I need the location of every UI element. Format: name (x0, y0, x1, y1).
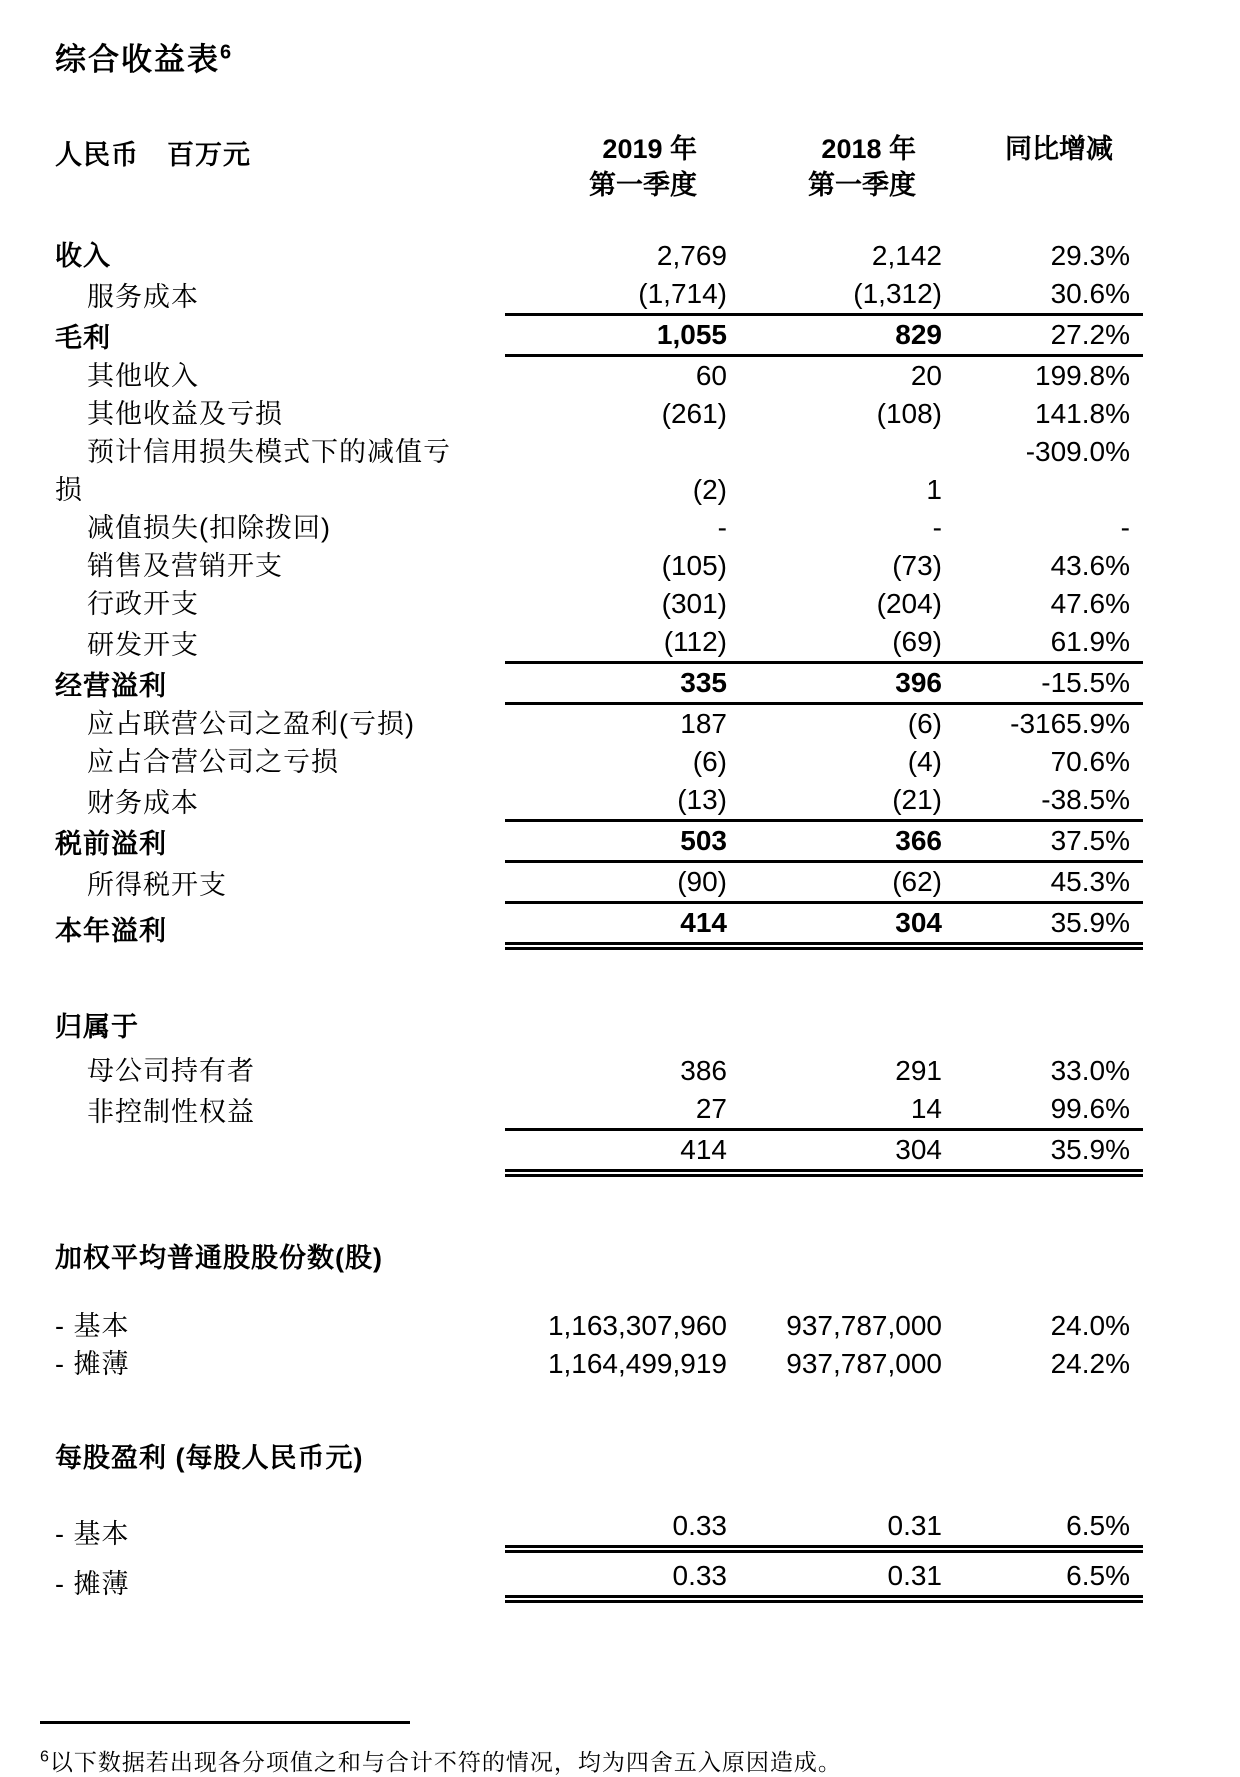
value-yoy: 33.0% (1050, 1055, 1130, 1086)
value-2018q1: 304 (895, 1134, 942, 1165)
value-2019q1: 0.33 (672, 1560, 727, 1591)
value-2018q1: 2,142 (871, 240, 942, 271)
column-header-yoy-label: 同比增减 (1005, 134, 1113, 164)
value-yoy: 61.9% (1050, 626, 1130, 657)
row-label: 应占联营公司之盈利(亏损) (87, 709, 415, 739)
value-2018q1: - (932, 512, 942, 543)
value-yoy: 43.6% (1050, 550, 1130, 581)
column-header-2019-year: 2019 年 (602, 134, 697, 164)
value-yoy: 47.6% (1050, 588, 1130, 619)
footnote-text: 以下数据若出现各分项值之和与合计不符的情况，均为四舍五入原因造成。 (49, 1749, 842, 1775)
row-values (505, 1131, 1143, 1177)
row-label: 经营溢利 (55, 671, 167, 701)
value-2018q1: 366 (895, 825, 942, 856)
value-2018q1: (73) (892, 550, 942, 581)
value-yoy: 141.8% (1035, 398, 1130, 429)
table-row (55, 357, 1143, 395)
value-2019q1: (112) (663, 626, 727, 657)
row-values (505, 357, 1143, 395)
row-values (505, 781, 1143, 822)
value-2019q1: 414 (680, 907, 727, 938)
footnote (40, 1744, 1143, 1777)
row-values (505, 904, 1143, 950)
value-2018q1: 937,787,000 (786, 1310, 942, 1341)
table-row (55, 1307, 1143, 1345)
row-values (505, 1090, 1143, 1131)
row-values (505, 705, 1143, 743)
table-row (55, 1507, 1143, 1553)
value-2018q1: 1 (926, 474, 942, 505)
table-row (55, 316, 1143, 357)
row-values (505, 237, 1143, 275)
row-label: 本年溢利 (55, 916, 167, 946)
value-2019q1: 187 (680, 708, 727, 739)
table-row (55, 623, 1143, 664)
table-row (55, 664, 1143, 705)
row-label: 母公司持有者 (87, 1056, 255, 1086)
row-label: 其他收益及亏损 (87, 399, 283, 429)
row-values (505, 1052, 1143, 1090)
row-label: 预计信用损失模式下的减值亏 (87, 437, 451, 467)
value-2019q1: (261) (661, 398, 727, 429)
value-2019q1: 2,769 (656, 240, 727, 271)
row-label: 加权平均普通股股份数(股) (55, 1243, 383, 1273)
value-yoy: 6.5% (1066, 1560, 1130, 1591)
row-label: 所得税开支 (87, 870, 227, 900)
row-label: 应占合营公司之亏损 (87, 747, 339, 777)
column-header-2018-quarter: 第一季度 (808, 170, 916, 200)
value-2019q1: 1,163,307,960 (547, 1310, 727, 1341)
row-values (505, 316, 1143, 357)
row-label: 销售及营销开支 (87, 551, 283, 581)
row-values (505, 547, 1143, 585)
row-values (505, 395, 1143, 433)
row-values (505, 433, 1143, 471)
row-label: 收入 (55, 241, 111, 271)
value-2019q1: 1,055 (656, 319, 727, 350)
value-yoy: 30.6% (1050, 278, 1130, 309)
value-yoy: 45.3% (1050, 866, 1130, 897)
table-body (55, 237, 1143, 1603)
column-header-yoy (942, 131, 1143, 203)
row-label: 归属于 (55, 1012, 139, 1042)
value-2018q1: (6) (907, 708, 942, 739)
value-2019q1: 27 (695, 1093, 727, 1124)
row-values (505, 1345, 1143, 1383)
row-values (505, 1307, 1143, 1345)
value-yoy: 29.3% (1050, 240, 1130, 271)
table-row (55, 1345, 1143, 1383)
table-row (55, 433, 1143, 471)
table-row (55, 1131, 1143, 1177)
table-row (55, 275, 1143, 316)
row-label: 研发开支 (87, 630, 199, 660)
value-2018q1: (21) (892, 784, 942, 815)
row-label: 减值损失(扣除拨回) (87, 513, 331, 543)
value-2018q1: 291 (895, 1055, 942, 1086)
value-yoy: -38.5% (1041, 784, 1130, 815)
table-row (55, 904, 1143, 950)
value-2018q1: 829 (895, 319, 942, 350)
page-title-text: 综合收益表 (55, 42, 220, 77)
table-row (55, 509, 1143, 547)
value-2019q1: (13) (677, 784, 727, 815)
table-row (55, 471, 1143, 509)
value-yoy: 6.5% (1066, 1510, 1130, 1541)
table-row (55, 1239, 1143, 1277)
row-values (505, 509, 1143, 547)
row-label: 其他收入 (87, 361, 199, 391)
table-row (55, 822, 1143, 863)
row-label: 服务成本 (87, 282, 199, 312)
value-2018q1: (204) (876, 588, 942, 619)
value-2019q1: 335 (680, 667, 727, 698)
value-yoy: - (1120, 512, 1130, 543)
row-label: - 摊薄 (55, 1569, 130, 1599)
value-2019q1: 0.33 (672, 1510, 727, 1541)
row-label: - 基本 (55, 1311, 130, 1341)
column-header-2019q1 (505, 131, 727, 203)
row-values (505, 1507, 1143, 1553)
value-yoy: 199.8% (1035, 360, 1130, 391)
row-label: 财务成本 (87, 788, 199, 818)
page-title (55, 34, 1143, 79)
value-2019q1: (301) (661, 588, 727, 619)
table-row (55, 547, 1143, 585)
row-values (505, 623, 1143, 664)
footnote-separator (40, 1721, 410, 1724)
currency-unit-label: 人民币 百万元 (55, 140, 251, 170)
row-values (505, 822, 1143, 863)
value-yoy: 24.2% (1050, 1348, 1130, 1379)
value-2018q1: (69) (892, 626, 942, 657)
row-values (505, 275, 1143, 316)
row-values (505, 471, 1143, 509)
row-values (505, 743, 1143, 781)
value-yoy: 35.9% (1050, 907, 1130, 938)
column-header-2018q1 (727, 131, 942, 203)
value-yoy: 70.6% (1050, 746, 1130, 777)
value-yoy: 27.2% (1050, 319, 1130, 350)
value-2018q1: 304 (895, 907, 942, 938)
value-2018q1: 14 (910, 1093, 942, 1124)
table-row (55, 395, 1143, 433)
value-2019q1: (6) (692, 746, 727, 777)
row-values (505, 863, 1143, 904)
table-row (55, 1052, 1143, 1090)
value-2018q1: (1,312) (853, 278, 942, 309)
value-2019q1: 503 (680, 825, 727, 856)
value-2019q1: 414 (680, 1134, 727, 1165)
value-2019q1: (90) (677, 866, 727, 897)
table-row (55, 1557, 1143, 1603)
table-row (55, 781, 1143, 822)
row-label: 行政开支 (87, 589, 199, 619)
table-row (55, 1439, 1143, 1477)
value-yoy: 99.6% (1050, 1093, 1130, 1124)
column-header-2019-quarter: 第一季度 (589, 170, 697, 200)
value-2019q1: (2) (692, 474, 727, 505)
value-2018q1: 20 (910, 360, 942, 391)
value-2019q1: (105) (661, 550, 727, 581)
table-row (55, 1008, 1143, 1046)
value-2018q1: 0.31 (887, 1510, 942, 1541)
value-yoy: 37.5% (1050, 825, 1130, 856)
table-row (55, 863, 1143, 904)
value-2018q1: (108) (876, 398, 942, 429)
row-label: 每股盈利 (每股人民币元) (55, 1443, 364, 1473)
page-title-footnote-ref: 6 (220, 41, 234, 64)
value-2019q1: 386 (680, 1055, 727, 1086)
column-headers (505, 131, 1143, 203)
row-label: 损 (55, 475, 83, 505)
value-yoy: -15.5% (1041, 667, 1130, 698)
value-2018q1: 937,787,000 (786, 1348, 942, 1379)
value-2019q1: (1,714) (638, 278, 727, 309)
footnote-ref: 6 (40, 1748, 50, 1766)
table-header (55, 131, 1143, 203)
value-2018q1: 0.31 (887, 1560, 942, 1591)
table-row (55, 237, 1143, 275)
value-2019q1: - (717, 512, 727, 543)
value-yoy: 24.0% (1050, 1310, 1130, 1341)
value-2018q1: 396 (895, 667, 942, 698)
row-label: 税前溢利 (55, 829, 167, 859)
value-yoy: 35.9% (1050, 1134, 1130, 1165)
row-label: 毛利 (55, 323, 111, 353)
column-header-2018-year: 2018 年 (821, 134, 916, 164)
table-row (55, 585, 1143, 623)
table-row (55, 1090, 1143, 1131)
value-2018q1: (62) (892, 866, 942, 897)
value-2019q1: 60 (695, 360, 727, 391)
row-label: 非控制性权益 (87, 1097, 255, 1127)
table-row (55, 705, 1143, 743)
row-values (505, 585, 1143, 623)
row-label: - 基本 (55, 1519, 130, 1549)
row-label: - 摊薄 (55, 1349, 130, 1379)
value-yoy: -309.0% (1025, 436, 1130, 467)
row-values (505, 1557, 1143, 1603)
value-2018q1: (4) (907, 746, 942, 777)
value-2019q1: 1,164,499,919 (547, 1348, 727, 1379)
value-yoy: -3165.9% (1010, 708, 1130, 739)
table-row (55, 743, 1143, 781)
row-values (505, 664, 1143, 705)
